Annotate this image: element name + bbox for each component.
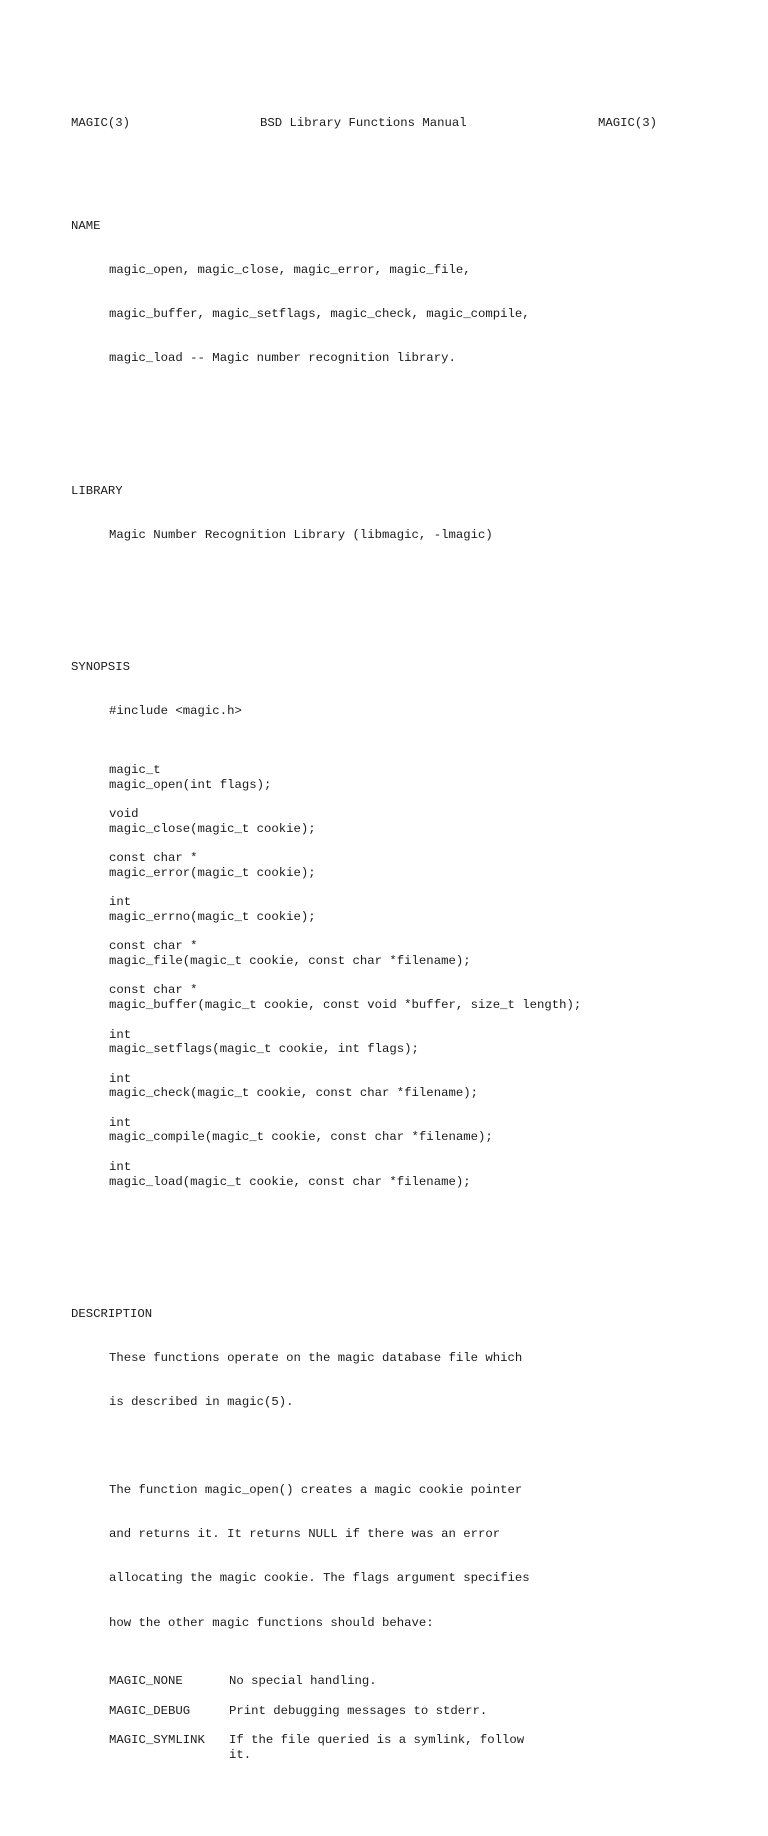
function-return-type: const char * — [109, 851, 198, 866]
paragraph-gap — [71, 748, 721, 763]
flag-description — [229, 1733, 524, 1762]
header-right-title: MAGIC(3) — [598, 116, 658, 131]
section-title-synopsis: SYNOPSIS — [71, 660, 131, 675]
description-line: The function magic_open() creates a magic cookie pointer — [109, 1483, 523, 1498]
flag-entry — [71, 1704, 721, 1719]
flag-description — [229, 1674, 377, 1689]
function-signature: magic_check(magic_t cookie, const char *filename); — [109, 1086, 478, 1101]
flag-name: MAGIC_SYMLINK — [109, 1733, 205, 1748]
paragraph-gap — [71, 792, 721, 807]
paragraph-gap — [71, 1145, 721, 1160]
flag-entry — [71, 1674, 721, 1689]
section-description — [71, 1277, 721, 1792]
flag-entry — [71, 1733, 721, 1762]
function-signature: magic_open(int flags); — [109, 777, 272, 792]
paragraph-gap — [71, 1013, 721, 1028]
library-line: Magic Number Recognition Library (libmagic, -lmagic) — [109, 527, 493, 542]
section-library — [71, 454, 721, 572]
function-signature: magic_load(magic_t cookie, const char *filename); — [109, 1174, 471, 1189]
paragraph-gap — [71, 1101, 721, 1116]
function-signature: magic_setflags(magic_t cookie, int flags); — [109, 1042, 419, 1057]
header-manual-title: BSD Library Functions Manual — [260, 116, 467, 131]
function-return-type: int — [109, 895, 132, 910]
section-name — [71, 190, 721, 396]
flag-description-line: it. — [229, 1747, 252, 1762]
synopsis-include: #include <magic.h> — [109, 704, 242, 719]
paragraph-gap — [71, 925, 721, 940]
flag-name: MAGIC_NONE — [109, 1674, 183, 1689]
paragraph-gap — [71, 881, 721, 896]
man-page — [71, 72, 721, 1836]
function-return-type: int — [109, 1071, 132, 1086]
paragraph-gap — [71, 1689, 721, 1704]
paragraph-gap — [71, 1057, 721, 1072]
description-line: is described in magic(5). — [109, 1395, 294, 1410]
description-line: allocating the magic cookie. The flags argument specifies — [109, 1571, 530, 1586]
section-title-description: DESCRIPTION — [71, 1306, 153, 1321]
function-return-type: void — [109, 807, 139, 822]
synopsis-function-list — [71, 748, 721, 1189]
function-return-type: magic_t — [109, 762, 161, 777]
paragraph-gap — [71, 836, 721, 851]
header-left-title: MAGIC(3) — [71, 116, 131, 131]
flag-name: MAGIC_DEBUG — [109, 1703, 191, 1718]
function-return-type: int — [109, 1027, 132, 1042]
flag-description-line: No special handling. — [229, 1674, 377, 1689]
function-return-type: const char * — [109, 939, 198, 954]
function-return-type: int — [109, 1159, 132, 1174]
function-signature: magic_errno(magic_t cookie); — [109, 909, 316, 924]
function-return-type: int — [109, 1115, 132, 1130]
name-line: magic_load -- Magic number recognition library. — [109, 351, 456, 366]
description-line: and returns it. It returns NULL if there was an error — [109, 1527, 501, 1542]
paragraph-gap — [71, 1439, 721, 1454]
paragraph-gap — [71, 1718, 721, 1733]
name-line: magic_buffer, magic_setflags, magic_check, magic_compile, — [109, 307, 530, 322]
description-line: These functions operate on the magic database file which — [109, 1350, 523, 1365]
man-page-header — [71, 116, 721, 131]
description-line: how the other magic functions should behave: — [109, 1615, 434, 1630]
section-title-library: LIBRARY — [71, 483, 123, 498]
flag-list — [71, 1660, 721, 1763]
function-signature: magic_buffer(magic_t cookie, const void *buffer, size_t length); — [109, 998, 582, 1013]
flag-description — [229, 1704, 487, 1719]
section-synopsis — [71, 631, 721, 1219]
function-signature: magic_error(magic_t cookie); — [109, 865, 316, 880]
name-line: magic_open, magic_close, magic_error, magic_file, — [109, 263, 471, 278]
flag-description-line: Print debugging messages to stderr. — [229, 1703, 488, 1718]
section-title-name: NAME — [71, 219, 101, 233]
function-signature: magic_compile(magic_t cookie, const char *filename); — [109, 1130, 493, 1145]
paragraph-gap — [71, 1660, 721, 1675]
paragraph-gap — [71, 969, 721, 984]
flag-description-line: If the file queried is a symlink, follow — [229, 1733, 525, 1748]
function-signature: magic_close(magic_t cookie); — [109, 821, 316, 836]
function-signature: magic_file(magic_t cookie, const char *filename); — [109, 954, 471, 969]
function-return-type: const char * — [109, 983, 198, 998]
